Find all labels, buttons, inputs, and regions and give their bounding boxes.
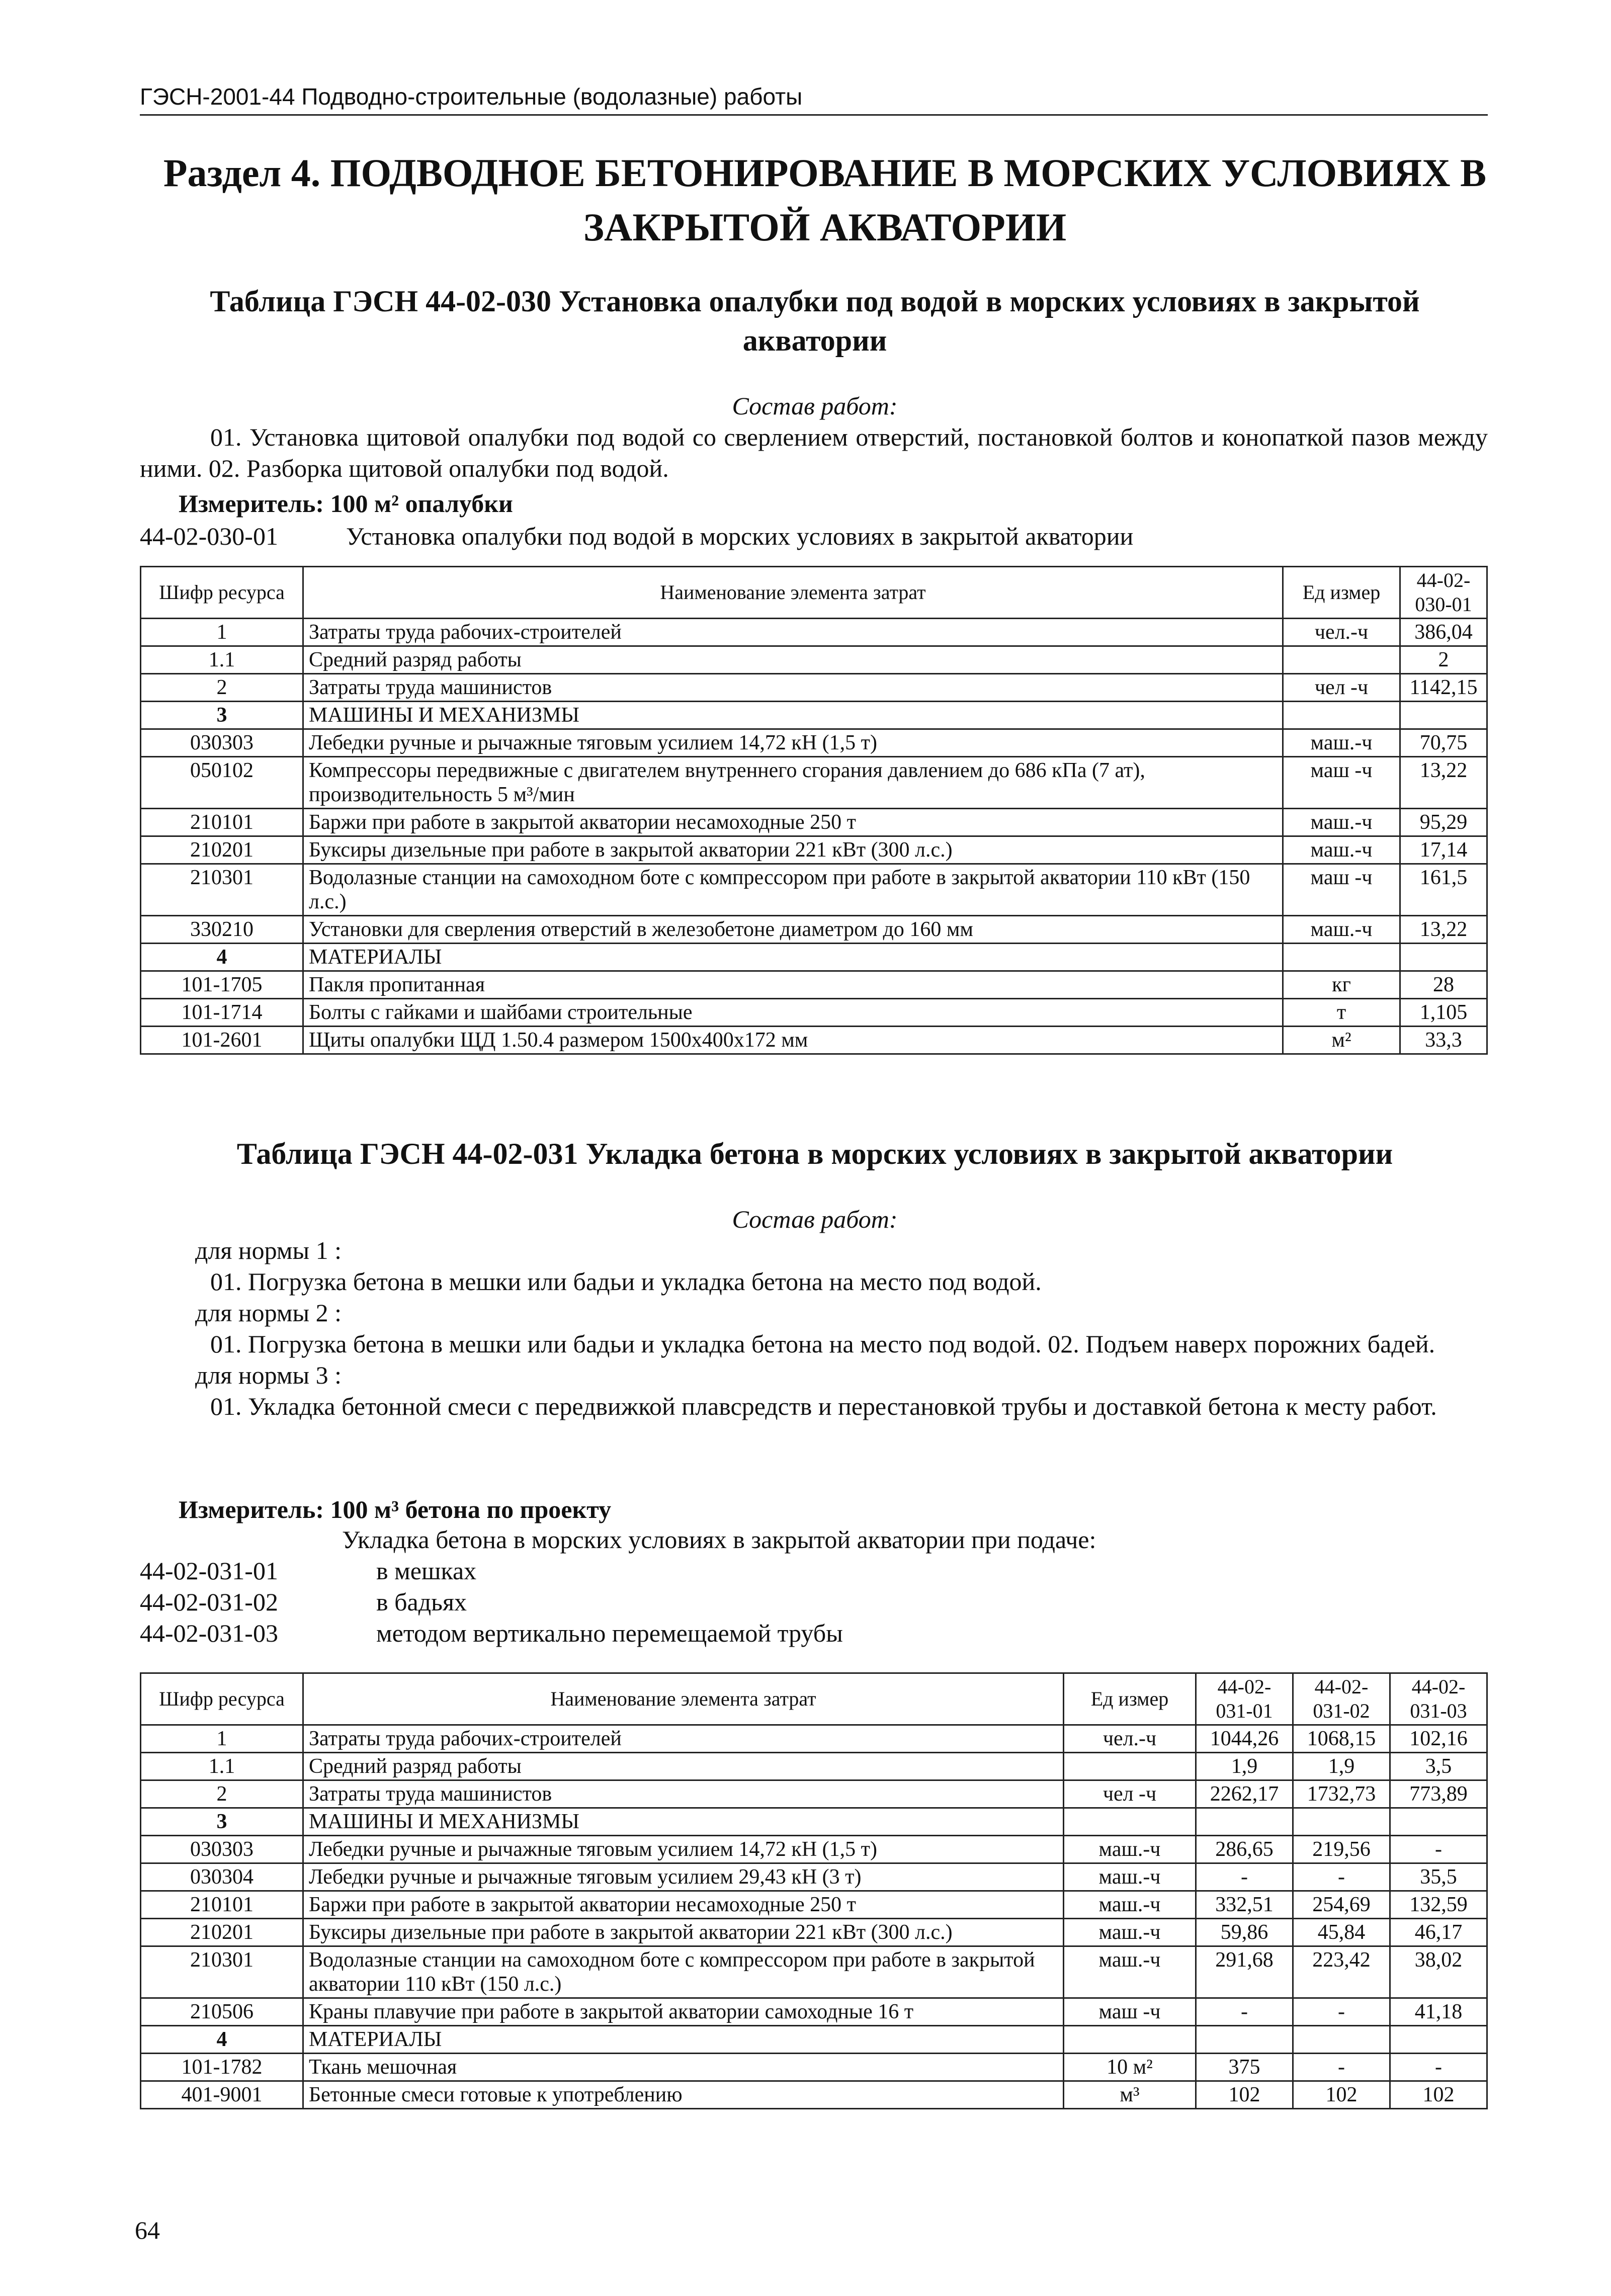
norm-code: 44-02-031-02 [140, 1588, 278, 1616]
resource-name-cell: Лебедки ручные и рычажные тяговым усилием 29,43 кН (3 т) [303, 1863, 1064, 1891]
value-cell: 1,105 [1400, 999, 1487, 1027]
resource-code-cell: 210201 [141, 1919, 303, 1946]
resource-code-cell: 210301 [141, 1946, 303, 1998]
resource-code-cell: 030303 [141, 729, 303, 757]
unit-cell: маш -ч [1283, 757, 1400, 809]
value-cell [1390, 2026, 1487, 2054]
running-header: ГЭСН-2001-44 Подводно-строительные (водолазные) работы [140, 83, 1488, 116]
header-col: 44-02-031-01 [1196, 1673, 1293, 1725]
resource-name-cell: Буксиры дизельные при работе в закрытой акватории 221 кВт (300 л.с.) [303, 1919, 1064, 1946]
resource-name-cell: Водолазные станции на самоходном боте с компрессором при работе в закрытой акватории 110 кВт (150 л.с.) [303, 864, 1283, 916]
table2-norms-intro: Укладка бетона в морских условиях в закрытой акватории при подаче: [342, 1525, 1096, 1554]
norm-name: методом вертикально перемещаемой трубы [376, 1619, 843, 1647]
resource-code-cell: 210301 [141, 864, 303, 916]
value-cell: 132,59 [1390, 1891, 1487, 1919]
table-row [141, 916, 1487, 944]
value-cell: - [1196, 1863, 1293, 1891]
resource-name-cell: Средний разряд работы [303, 646, 1283, 674]
value-cell: 332,51 [1196, 1891, 1293, 1919]
value-cell [1293, 1808, 1390, 1836]
value-cell: 102,16 [1390, 1725, 1487, 1753]
table-row [141, 1836, 1487, 1863]
header-unit: Ед измер [1283, 567, 1400, 619]
unit-cell: чел.-ч [1283, 619, 1400, 646]
unit-cell: маш.-ч [1283, 809, 1400, 836]
value-cell: 17,14 [1400, 836, 1487, 864]
value-cell: 1,9 [1293, 1753, 1390, 1780]
value-cell: 161,5 [1400, 864, 1487, 916]
resource-code-cell: 101-1714 [141, 999, 303, 1027]
value-cell: 33,3 [1400, 1027, 1487, 1054]
norm-name: в мешках [376, 1557, 477, 1585]
composition-label: для нормы 2 : [195, 1299, 342, 1327]
value-cell: 3,5 [1390, 1753, 1487, 1780]
resource-code-cell: 3 [141, 1808, 303, 1836]
resource-code-cell: 210101 [141, 809, 303, 836]
unit-cell [1283, 702, 1400, 729]
meter-value: 100 м² опалубки [330, 489, 513, 518]
value-cell: 1,9 [1196, 1753, 1293, 1780]
table1-title: Таблица ГЭСН 44-02-030 Установка опалубки под водой в морских условиях в закрытой акватории [210, 285, 1420, 357]
table1-composition-label: Состав работ: [732, 392, 898, 420]
resource-code-cell: 330210 [141, 916, 303, 944]
resource-name-cell: МАТЕРИАЛЫ [303, 2026, 1064, 2054]
table2-meter [179, 1494, 611, 1525]
header-name: Наименование элемента затрат [303, 567, 1283, 619]
resource-code-cell: 101-1705 [141, 971, 303, 999]
norm-line [140, 1586, 1488, 1618]
table-row [141, 1725, 1487, 1753]
value-cell: 291,68 [1196, 1946, 1293, 1998]
table2-body [141, 1725, 1487, 2109]
norm-line [140, 1555, 1488, 1586]
resource-name-cell: Бетонные смеси готовые к употреблению [303, 2081, 1064, 2109]
table-row [141, 646, 1487, 674]
value-cell: 1044,26 [1196, 1725, 1293, 1753]
unit-cell: маш.-ч [1064, 1946, 1196, 1998]
unit-cell: 10 м² [1064, 2054, 1196, 2081]
value-cell: 95,29 [1400, 809, 1487, 836]
norm-name: Установка опалубки под водой в морских условиях в закрытой акватории [346, 522, 1134, 550]
value-cell: - [1390, 2054, 1487, 2081]
norm-code: 44-02-031-03 [140, 1619, 278, 1647]
value-cell [1293, 2026, 1390, 2054]
resource-code-cell: 210101 [141, 1891, 303, 1919]
unit-cell: маш -ч [1064, 1998, 1196, 2026]
value-cell: 28 [1400, 971, 1487, 999]
resource-code-cell: 1.1 [141, 646, 303, 674]
resource-code-cell: 101-2601 [141, 1027, 303, 1054]
page-number: 64 [135, 2216, 160, 2244]
header-code: Шифр ресурса [141, 1673, 303, 1725]
table-row [141, 1946, 1487, 1998]
table-row [141, 971, 1487, 999]
unit-cell: м² [1283, 1027, 1400, 1054]
meter-value: 100 м³ бетона по проекту [330, 1495, 612, 1523]
table-row [141, 1027, 1487, 1054]
meter-label: Измеритель: [179, 1495, 324, 1523]
table-row [141, 1998, 1487, 2026]
table-row [141, 1753, 1487, 1780]
value-cell: 286,65 [1196, 1836, 1293, 1863]
resource-name-cell: Компрессоры передвижные с двигателем внутреннего сгорания давлением до 686 кПа (7 ат), производительность 5 м³/мин [303, 757, 1283, 809]
resource-code-cell: 2 [141, 1780, 303, 1808]
value-cell: 1142,15 [1400, 674, 1487, 702]
table2-composition [140, 1235, 1488, 1422]
section-row [141, 702, 1487, 729]
value-cell: 102 [1293, 2081, 1390, 2109]
unit-cell: кг [1283, 971, 1400, 999]
value-cell: 1068,15 [1293, 1725, 1390, 1753]
unit-cell: маш.-ч [1064, 1836, 1196, 1863]
table-row [141, 836, 1487, 864]
resource-code-cell: 210506 [141, 1998, 303, 2026]
table1-resources [140, 566, 1488, 1055]
resource-code-cell: 050102 [141, 757, 303, 809]
value-cell: 386,04 [1400, 619, 1487, 646]
table2-norm-list [140, 1555, 1488, 1649]
value-cell: 13,22 [1400, 916, 1487, 944]
unit-cell: маш.-ч [1064, 1891, 1196, 1919]
resource-name-cell: Ткань мешочная [303, 2054, 1064, 2081]
resource-name-cell: Баржи при работе в закрытой акватории несамоходные 250 т [303, 1891, 1064, 1919]
table2-title: Таблица ГЭСН 44-02-031 Укладка бетона в морских условиях в закрытой акватории [236, 1137, 1393, 1170]
resource-name-cell: Щиты опалубки ЩД 1.50.4 размером 1500х400х172 мм [303, 1027, 1283, 1054]
resource-code-cell: 1.1 [141, 1753, 303, 1780]
value-cell: 41,18 [1390, 1998, 1487, 2026]
unit-cell: чел -ч [1064, 1780, 1196, 1808]
table-row [141, 1780, 1487, 1808]
resource-name-cell: Средний разряд работы [303, 1753, 1064, 1780]
value-cell: 35,5 [1390, 1863, 1487, 1891]
value-cell: 102 [1196, 2081, 1293, 2109]
composition-label: для нормы 3 : [195, 1361, 342, 1389]
resource-code-cell: 3 [141, 702, 303, 729]
section-row [141, 2026, 1487, 2054]
header-code: Шифр ресурса [141, 567, 303, 619]
unit-cell: м³ [1064, 2081, 1196, 2109]
table-row [141, 1891, 1487, 1919]
value-cell: 46,17 [1390, 1919, 1487, 1946]
norm-code: 44-02-031-01 [140, 1557, 278, 1585]
value-cell [1196, 1808, 1293, 1836]
resource-code-cell: 030304 [141, 1863, 303, 1891]
unit-cell: маш.-ч [1283, 836, 1400, 864]
header-col: 44-02-030-01 [1400, 567, 1487, 619]
composition-text: 01. Погрузка бетона в мешки или бадьи и укладка бетона на место под водой. 02. Подъем наверх порожних бадей. [210, 1330, 1435, 1358]
table1-body [141, 619, 1487, 1054]
value-cell: - [1390, 1836, 1487, 1863]
value-cell: - [1196, 1998, 1293, 2026]
table-row [141, 999, 1487, 1027]
table-row [141, 864, 1487, 916]
value-cell: 102 [1390, 2081, 1487, 2109]
norm-code: 44-02-030-01 [140, 522, 278, 550]
resource-name-cell: Затраты труда машинистов [303, 1780, 1064, 1808]
header-name: Наименование элемента затрат [303, 1673, 1064, 1725]
resource-name-cell: Затраты труда машинистов [303, 674, 1283, 702]
table-row [141, 757, 1487, 809]
value-cell: 375 [1196, 2054, 1293, 2081]
unit-cell: чел.-ч [1064, 1725, 1196, 1753]
resource-name-cell: Затраты труда рабочих-строителей [303, 1725, 1064, 1753]
section-row [141, 1808, 1487, 1836]
unit-cell: чел -ч [1283, 674, 1400, 702]
resource-code-cell: 4 [141, 2026, 303, 2054]
resource-code-cell: 1 [141, 1725, 303, 1753]
unit-cell: маш.-ч [1283, 729, 1400, 757]
value-cell: - [1293, 1863, 1390, 1891]
resource-name-cell: Краны плавучие при работе в закрытой акватории самоходные 16 т [303, 1998, 1064, 2026]
value-cell: - [1293, 2054, 1390, 2081]
header-col: 44-02-031-02 [1293, 1673, 1390, 1725]
resource-code-cell: 210201 [141, 836, 303, 864]
unit-cell [1283, 646, 1400, 674]
value-cell: 773,89 [1390, 1780, 1487, 1808]
table-row [141, 619, 1487, 646]
header-col: 44-02-031-03 [1390, 1673, 1487, 1725]
value-cell: 254,69 [1293, 1891, 1390, 1919]
table-row [141, 674, 1487, 702]
table-row [141, 809, 1487, 836]
resource-name-cell: Затраты труда рабочих-строителей [303, 619, 1283, 646]
unit-cell: т [1283, 999, 1400, 1027]
unit-cell: маш.-ч [1064, 1919, 1196, 1946]
resource-name-cell: Лебедки ручные и рычажные тяговым усилием 14,72 кН (1,5 т) [303, 729, 1283, 757]
value-cell [1196, 2026, 1293, 2054]
table-row [141, 1863, 1487, 1891]
table2-composition-label: Состав работ: [732, 1205, 898, 1233]
unit-cell [1064, 1808, 1196, 1836]
resource-name-cell: Болты с гайками и шайбами строительные [303, 999, 1283, 1027]
composition-label: для нормы 1 : [195, 1236, 342, 1264]
value-cell: 219,56 [1293, 1836, 1390, 1863]
resource-name-cell: Буксиры дизельные при работе в закрытой акватории 221 кВт (300 л.с.) [303, 836, 1283, 864]
value-cell: 2262,17 [1196, 1780, 1293, 1808]
unit-cell [1064, 1753, 1196, 1780]
table1-composition: 01. Установка щитовой опалубки под водой со сверлением отверстий, постановкой болтов и конопаткой пазов между ними. 02. Разборка щитовой опалубки под водой. [140, 423, 1488, 482]
resource-code-cell: 4 [141, 944, 303, 971]
table1-meter [179, 488, 513, 519]
value-cell: 1732,73 [1293, 1780, 1390, 1808]
value-cell: 2 [1400, 646, 1487, 674]
resource-code-cell: 030303 [141, 1836, 303, 1863]
unit-cell: маш.-ч [1283, 916, 1400, 944]
value-cell [1390, 1808, 1487, 1836]
value-cell: 70,75 [1400, 729, 1487, 757]
value-cell: 45,84 [1293, 1919, 1390, 1946]
resource-name-cell: Водолазные станции на самоходном боте с компрессором при работе в закрытой акватории 110 кВт (150 л.с.) [303, 1946, 1064, 1998]
table-row [141, 2054, 1487, 2081]
value-cell: 223,42 [1293, 1946, 1390, 1998]
resource-name-cell: Баржи при работе в закрытой акватории несамоходные 250 т [303, 809, 1283, 836]
norm-name: в бадьях [376, 1588, 467, 1616]
resource-name-cell: МАТЕРИАЛЫ [303, 944, 1283, 971]
value-cell: 38,02 [1390, 1946, 1487, 1998]
resource-name-cell: МАШИНЫ И МЕХАНИЗМЫ [303, 702, 1283, 729]
resource-name-cell: Пакля пропитанная [303, 971, 1283, 999]
header-unit: Ед измер [1064, 1673, 1196, 1725]
resource-name-cell: Установки для сверления отверстий в железобетоне диаметром до 160 мм [303, 916, 1283, 944]
resource-name-cell: МАШИНЫ И МЕХАНИЗМЫ [303, 1808, 1064, 1836]
table-row [141, 729, 1487, 757]
section-row [141, 944, 1487, 971]
unit-cell [1064, 2026, 1196, 2054]
value-cell [1400, 944, 1487, 971]
value-cell [1400, 702, 1487, 729]
table-row [141, 2081, 1487, 2109]
unit-cell: маш -ч [1283, 864, 1400, 916]
unit-cell: маш.-ч [1064, 1863, 1196, 1891]
table2-resources [140, 1672, 1488, 2109]
section-title: Раздел 4. ПОДВОДНОЕ БЕТОНИРОВАНИЕ В МОРСКИХ УСЛОВИЯХ В ЗАКРЫТОЙ АКВАТОРИИ [163, 151, 1487, 249]
table-row [141, 1919, 1487, 1946]
composition-text: 01. Погрузка бетона в мешки или бадьи и укладка бетона на место под водой. [210, 1267, 1042, 1296]
value-cell: 59,86 [1196, 1919, 1293, 1946]
norm-line [140, 1618, 1488, 1649]
resource-code-cell: 401-9001 [141, 2081, 303, 2109]
table1-norm-line [140, 521, 1488, 552]
value-cell: - [1293, 1998, 1390, 2026]
resource-name-cell: Лебедки ручные и рычажные тяговым усилием 14,72 кН (1,5 т) [303, 1836, 1064, 1863]
unit-cell [1283, 944, 1400, 971]
meter-label: Измеритель: [179, 489, 324, 518]
value-cell: 13,22 [1400, 757, 1487, 809]
composition-text: 01. Укладка бетонной смеси с передвижкой плавсредств и перестановкой трубы и доставкой бетона к месту работ. [210, 1392, 1437, 1420]
resource-code-cell: 2 [141, 674, 303, 702]
resource-code-cell: 101-1782 [141, 2054, 303, 2081]
resource-code-cell: 1 [141, 619, 303, 646]
